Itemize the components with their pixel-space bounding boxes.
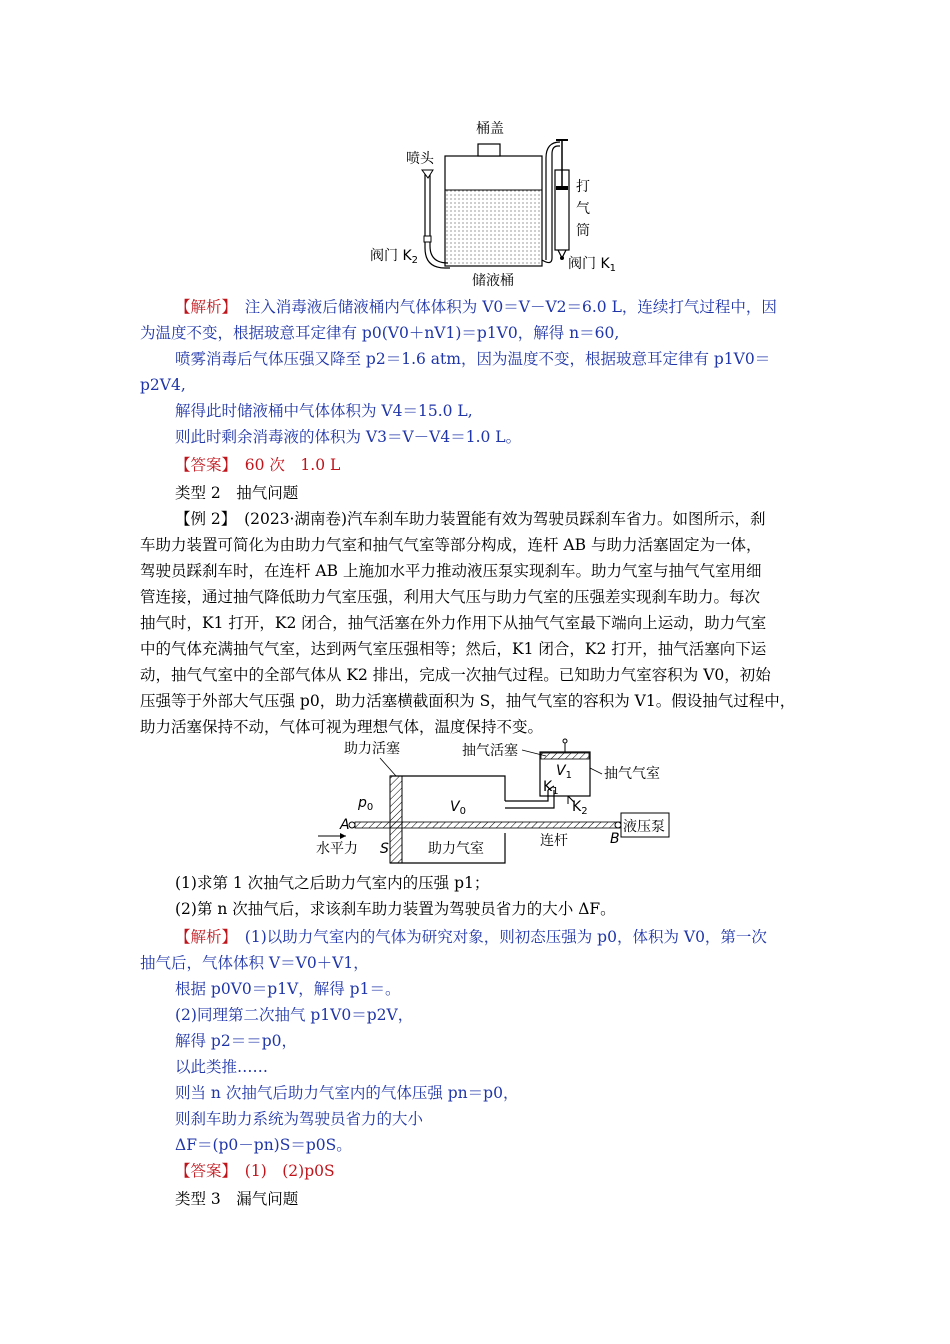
figure2-v0-label: $V_0$ xyxy=(450,799,466,817)
figure1-valve-k1-label: 阀门 $K_1$ xyxy=(568,256,617,274)
figure1-pump-char-2: 气 xyxy=(576,201,590,217)
analysis2-line5: 解得 p2＝＝p0， xyxy=(175,1032,297,1050)
analysis2-line7: 则当 n 次抽气后助力气室内的气体压强 pn＝p0， xyxy=(175,1084,519,1102)
answer1-text: 60 次 1.0 L xyxy=(244,456,341,474)
analysis1-line3: 喷雾消毒后气体压强又降至 p2＝1.6 atm，因为温度不变，根据玻意耳定律有 p1V0＝ xyxy=(175,350,771,368)
figure1-valve-k2-label: 阀门 $K_2$ xyxy=(370,248,419,266)
figure2-pump-chamber-label: 抽气气室 xyxy=(604,766,660,782)
analysis2-line2: 抽气后，气体体积 V＝V0＋V1， xyxy=(140,954,369,972)
example2-line9: 助力活塞保持不动，气体可视为理想气体，温度保持不变。 xyxy=(140,718,544,736)
figure2-k2-label: $K_2$ xyxy=(572,799,588,817)
answer2-text: (1) (2)p0S xyxy=(244,1162,335,1180)
example2-line2: 车助力装置可简化为由助力气室和抽气气室等部分构成，连杆 AB 与助力活塞固定为一体， xyxy=(140,536,762,554)
figure2-booster-chamber-label: 助力气室 xyxy=(428,841,484,857)
figure2-force-label: 水平力 xyxy=(316,841,358,857)
figure2-hydraulic-pump-label: 液压泵 xyxy=(623,819,665,835)
figure1-tank-label: 储液桶 xyxy=(472,273,514,289)
figure2-k1-label: $K_1$ xyxy=(543,779,559,797)
figure2-a-label: A xyxy=(340,817,350,833)
figure1-lid-label: 桶盖 xyxy=(476,121,504,137)
example2-line7: 动，抽气气室中的全部气体从 K2 排出，完成一次抽气过程。已知助力气室容积为 V0，初始 xyxy=(140,666,771,684)
example2-tag: 【例 2】 xyxy=(175,510,229,528)
analysis1-tag: 【解析】 xyxy=(175,298,230,316)
example2-line1: 【例 2】 (2023·湖南卷)汽车刹车助力装置能有效为驾驶员踩刹车省力。如图所示，刹 xyxy=(175,510,766,528)
figure2-s-label: S xyxy=(380,841,389,857)
analysis1-line1 xyxy=(175,296,777,318)
type3-heading: 类型 3 漏气问题 xyxy=(175,1190,299,1208)
answer2-tag: 【答案】 xyxy=(175,1162,230,1180)
analysis2-line6: 以此类推…… xyxy=(175,1058,269,1076)
figure2-v1-label: $V_1$ xyxy=(556,763,572,781)
figure2-rod-label: 连杆 xyxy=(540,833,568,849)
analysis1-line5: 解得此时储液桶中气体体积为 V4＝15.0 L, xyxy=(175,402,473,420)
answer1-line xyxy=(175,454,340,476)
analysis2-line4: (2)同理第二次抽气 p1V0＝p2V， xyxy=(175,1006,414,1024)
analysis1-text1: 注入消毒液后储液桶内气体体积为 V0＝V－V2＝6.0 L，连续打气过程中，因 xyxy=(244,298,777,316)
analysis1-line6: 则此时剩余消毒液的体积为 V3＝V－V4＝1.0 L。 xyxy=(175,428,522,446)
answer2-line xyxy=(175,1160,335,1182)
figure2-b-label: B xyxy=(610,831,620,847)
analysis2-line9: ΔF＝(p0－pn)S＝p0S。 xyxy=(175,1136,352,1154)
figure1-nozzle-label: 喷头 xyxy=(406,151,434,167)
question1: (1)求第 1 次抽气之后助力气室内的压强 p1； xyxy=(175,874,490,892)
figure2-pump-piston-label: 抽气活塞 xyxy=(462,743,518,759)
type2-heading: 类型 2 抽气问题 xyxy=(175,484,299,502)
analysis2-line1: 【解析】 (1)以助力气室内的气体为研究对象，则初态压强为 p0，体积为 V0，第一次 xyxy=(175,928,767,946)
example2-line4: 管连接，通过抽气降低助力气室压强，利用大气压与助力气室的压强差实现刹车助力。每次 xyxy=(140,588,761,606)
example2-line6: 中的气体充满抽气气室，达到两气室压强相等；然后，K1 闭合，K2 打开，抽气活塞向下运 xyxy=(140,640,767,658)
analysis2-line3: 根据 p0V0＝p1V，解得 p1＝。 xyxy=(175,980,401,998)
figure2-p0-label: $p_0$ xyxy=(358,795,374,813)
figure1-pump-char-1: 打 xyxy=(576,179,590,195)
analysis2-line8: 则刹车助力系统为驾驶员省力的大小 xyxy=(175,1110,424,1128)
question2: (2)第 n 次抽气后，求该刹车助力装置为驾驶员省力的大小 ΔF。 xyxy=(175,900,616,918)
analysis1-line2: 为温度不变，根据玻意耳定律有 p0(V0＋nV1)＝p1V0，解得 n＝60, xyxy=(140,324,620,342)
example2-line8: 压强等于外部大气压强 p0，助力活塞横截面积为 S，抽气气室的容积为 V1。假设抽气过程中， xyxy=(140,692,796,710)
example2-line5: 抽气时，K1 打开，K2 闭合，抽气活塞在外力作用下从抽气气室最下端向上运动，助力气室 xyxy=(140,614,767,632)
figure2-booster-piston-label: 助力活塞 xyxy=(344,741,400,757)
answer1-tag: 【答案】 xyxy=(175,456,230,474)
figure1-pump-char-3: 筒 xyxy=(576,223,590,239)
analysis1-line4: p2V4, xyxy=(140,376,186,394)
analysis2-tag: 【解析】 xyxy=(175,928,230,946)
example2-line3: 驾驶员踩刹车时，在连杆 AB 上施加水平力推动液压泵实现刹车。助力气室与抽气气室用细 xyxy=(140,562,762,580)
